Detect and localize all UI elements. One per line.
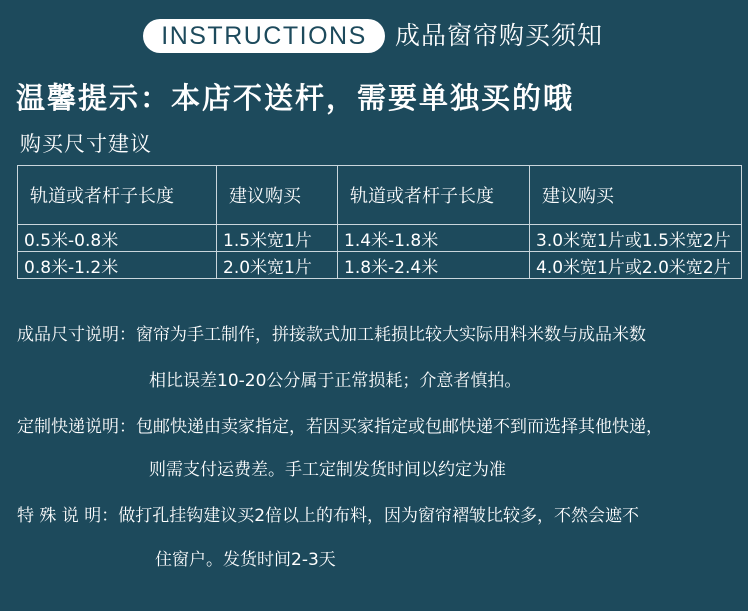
- table-cell: 0.8米-1.2米: [18, 252, 217, 279]
- size-note-label: 成品尺寸说明：: [17, 325, 136, 345]
- table-cell: 1.8米-2.4米: [338, 252, 530, 279]
- table-cell: 2.0米宽1片: [217, 252, 338, 279]
- table-row: [18, 252, 742, 279]
- special-note-continued: 住窗户。发货时间2-3天: [155, 550, 336, 570]
- table-cell: 1.5米宽1片: [217, 225, 338, 252]
- page-title: 成品窗帘购买须知: [395, 21, 604, 50]
- shipping-note-text: 包邮快递由卖家指定，若因买家指定或包邮快递不到而选择其他快递，: [136, 417, 663, 437]
- notice-text: 温馨提示：本店不送杆，需要单独买的哦: [16, 81, 575, 115]
- shipping-note: [17, 414, 741, 440]
- special-note: [17, 503, 741, 529]
- table-header-cell: 轨道或者杆子长度: [18, 166, 217, 225]
- section-title: 购买尺寸建议: [20, 132, 152, 156]
- table-cell: 4.0米宽1片或2.0米宽2片: [530, 252, 742, 279]
- special-note-text: 做打孔挂钩建议买2倍以上的布料，因为窗帘褶皱比较多，不然会遮不: [118, 506, 640, 526]
- table-header-cell: 轨道或者杆子长度: [338, 166, 530, 225]
- shipping-note-continued: 则需支付运费差。手工定制发货时间以约定为准: [149, 460, 506, 480]
- special-note-label: 特 殊 说 明：: [17, 506, 119, 526]
- table-cell: 1.4米-1.8米: [338, 225, 530, 252]
- size-note-continued: 相比误差10-20公分属于正常损耗；介意者慎拍。: [149, 371, 522, 391]
- table-row: [18, 225, 742, 252]
- table-header-row: [18, 166, 742, 225]
- size-table: [17, 165, 742, 279]
- header: [0, 12, 748, 60]
- table-cell: 3.0米宽1片或1.5米宽2片: [530, 225, 742, 252]
- table-header-cell: 建议购买: [217, 166, 338, 225]
- size-note-text: 窗帘为手工制作，拼接款式加工耗损比较大实际用料米数与成品米数: [136, 325, 646, 345]
- size-note: [17, 322, 741, 348]
- table-cell: 0.5米-0.8米: [18, 225, 217, 252]
- shipping-note-label: 定制快递说明：: [17, 417, 136, 437]
- instructions-badge: INSTRUCTIONS: [143, 19, 385, 53]
- table-header-cell: 建议购买: [530, 166, 742, 225]
